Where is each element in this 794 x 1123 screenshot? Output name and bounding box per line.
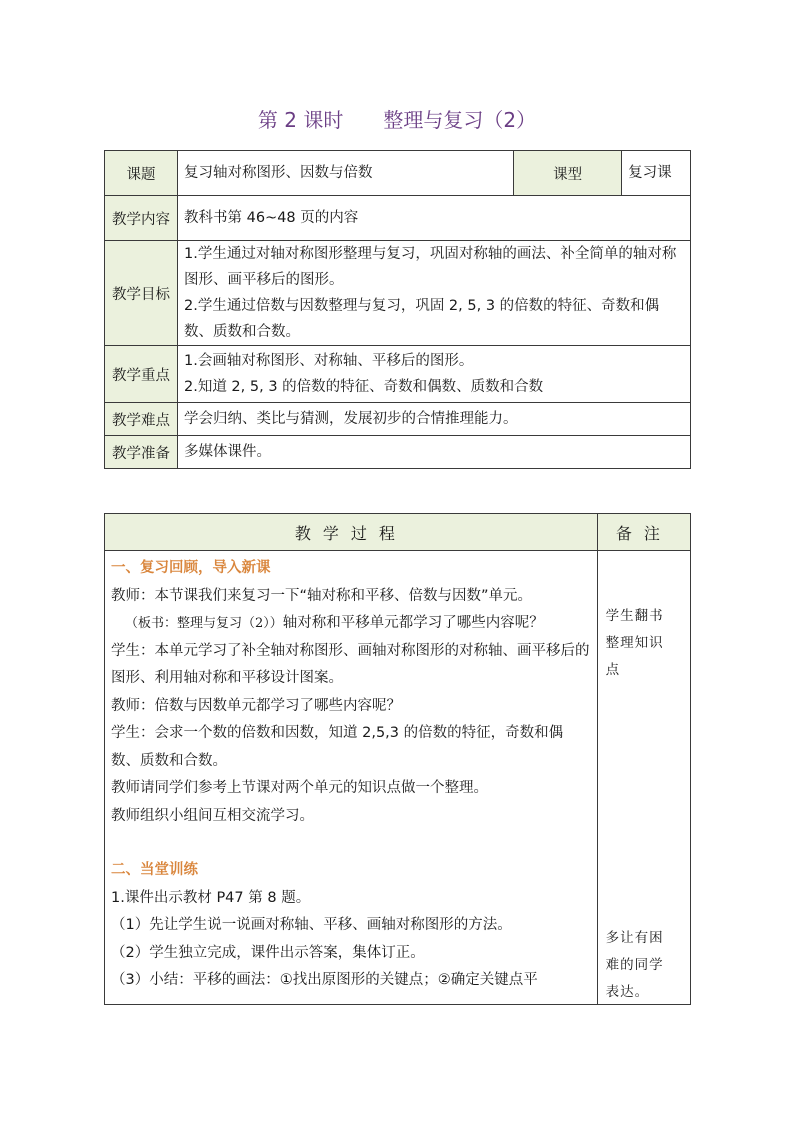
topic-label: 课题 [105, 151, 178, 196]
key-points-value [177, 346, 690, 403]
info-row-topic [105, 151, 691, 196]
process-line: 学生：会求一个数的倍数和因数，知道 2,5,3 的倍数的特征，奇数和偶数、质数和合数。 [111, 725, 564, 769]
info-row-content [105, 196, 691, 241]
preparation-label: 教学准备 [105, 436, 178, 469]
process-line: （1）先让学生说一说画对称轴、平移、画轴对称图形的方法。 [111, 917, 512, 933]
process-line: 1.课件出示教材 P47 第 8 题。 [111, 889, 311, 906]
board-note: （板书：整理与复习（2）） [125, 616, 283, 631]
teaching-process-table [104, 513, 691, 1005]
process-line: 教师组织小组间互相交流学习。 [111, 807, 314, 824]
key-point-item: 1.会画轴对称图形、对称轴、平移后的图形。 [183, 353, 474, 369]
objective-item: 2.学生通过倍数与因数整理与复习，巩固 2, 5, 3 的倍数的特征、奇数和偶数、质数和合数。 [183, 298, 660, 340]
process-line: 教师：倍数与因数单元都学习了哪些内容呢？ [111, 697, 401, 714]
objective-item: 1.学生通过对轴对称图形整理与复习，巩固对称轴的画法、补全简单的轴对称图形、画平移后的图形。 [183, 246, 677, 288]
process-line: （3）小结：平移的画法：①找出原图形的关键点；②确定关键点平 [111, 972, 538, 988]
process-line: 教师请同学们参考上节课对两个单元的知识点做一个整理。 [111, 780, 488, 796]
info-row-objectives [105, 241, 691, 346]
lesson-info-table [104, 150, 691, 469]
lesson-title-part1: 第 2 课时 [257, 108, 344, 132]
process-line: （2）学生独立完成，课件出示答案，集体订正。 [111, 944, 425, 961]
objectives-value [177, 241, 690, 346]
difficulty-value: 学会归纳、类比与猜测，发展初步的合情推理能力。 [177, 403, 690, 436]
section-practice-title: 二、当堂训练 [111, 862, 198, 878]
process-line [111, 610, 591, 638]
type-value: 复习课 [622, 151, 691, 196]
info-row-difficulty [105, 403, 691, 436]
key-point-item: 2.知道 2, 5, 3 的倍数的特征、奇数和偶数、质数和合数 [183, 379, 544, 395]
lesson-title [0, 104, 794, 133]
preparation-value: 多媒体课件。 [177, 436, 690, 469]
type-label: 课型 [514, 151, 622, 196]
lesson-title-part2: 整理与复习（2） [383, 108, 537, 132]
process-header-row [105, 514, 691, 551]
process-header: 教学过程 [105, 514, 598, 551]
process-line-text: 轴对称和平移单元都学习了哪些内容呢？ [282, 615, 544, 631]
info-row-preparation [105, 436, 691, 469]
objectives-label: 教学目标 [105, 241, 178, 346]
notes-column [597, 551, 690, 1005]
note-text: 学生翻书整理知识点 [605, 608, 664, 678]
note-text: 多让有困难的同学表达。 [605, 930, 664, 1000]
section-review-title: 一、复习回顾，导入新课 [111, 560, 271, 576]
process-content [105, 551, 598, 1005]
content-label: 教学内容 [105, 196, 178, 241]
topic-value: 复习轴对称图形、因数与倍数 [177, 151, 513, 196]
notes-header: 备注 [597, 514, 690, 551]
info-row-key-points [105, 346, 691, 403]
difficulty-label: 教学难点 [105, 403, 178, 436]
process-line: 学生：本单元学习了补全轴对称图形、画轴对称图形的对称轴、画平移后的图形、利用轴对称和平移设计图案。 [111, 642, 590, 686]
process-body-row [105, 551, 691, 1005]
key-points-label: 教学重点 [105, 346, 178, 403]
process-line: 教师：本节课我们来复习一下“轴对称和平移、倍数与因数”单元。 [111, 587, 533, 604]
content-value: 教科书第 46~48 页的内容 [177, 196, 690, 241]
